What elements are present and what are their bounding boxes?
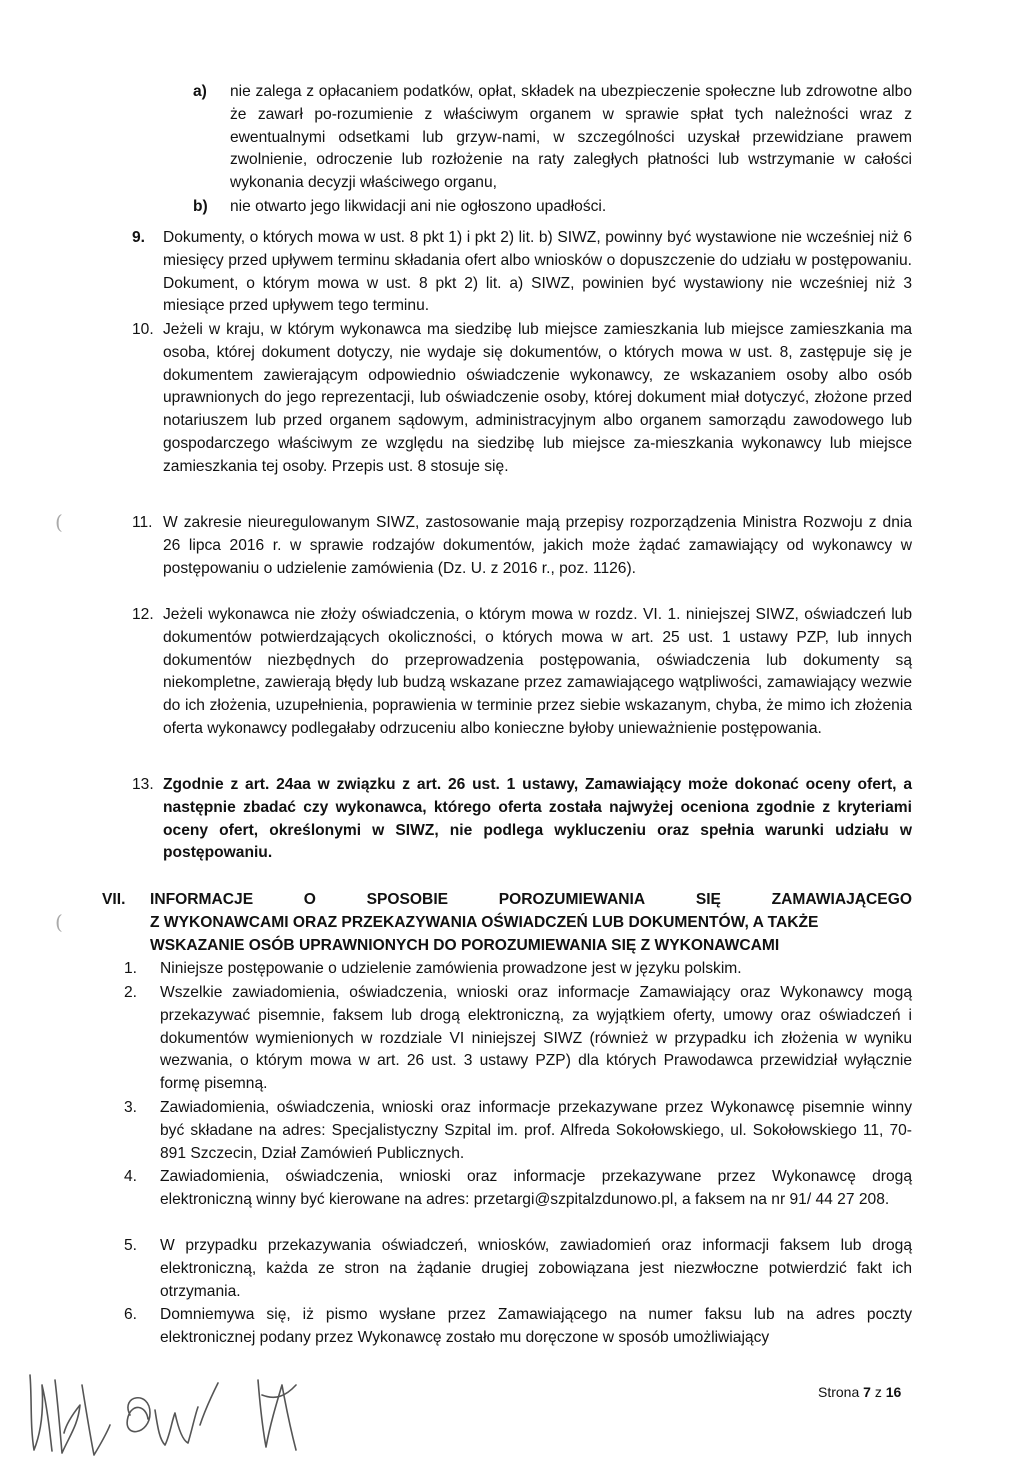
- margin-bracket-mark: (: [55, 510, 63, 534]
- item-11-number: 11.: [132, 514, 153, 531]
- vii-item-6-text: Domniemywa się, iż pismo wysłane przez Zamawiającego na numer faksu lub na adres poczty elektronicznej podany przez Wykonawcę zostało mu doręczone w sposób umożliwiający: [160, 1306, 912, 1346]
- vii-item-2-number: 2.: [124, 984, 138, 1001]
- sub-item-a-text: nie zalega z opłacaniem podatków, opłat, składek na ubezpieczenie społeczne lub zdrowotne albo że zawarł po-rozumienie z właściwym organem w sprawie spłat tych należności wraz z ewentualnymi odsetkami lub grzyw-nami, w szczególności uzyskał przewidziane prawem zwolnienie, odroczenie lub rozłożenie na raty zaległych płatności lub wstrzymanie w całości wykonania decyzji właściwego organu,: [230, 83, 912, 192]
- vii-item-4-text: Zawiadomienia, oświadczenia, wnioski oraz informacje przekazywane przez Wykonawcę drogą elektroniczną winny być kierowane na adres: przetargi@szpitalzdunowo.pl, a faksem na nr 91/ 44 27 208.: [160, 1168, 912, 1208]
- section-vii-number: VII.: [102, 891, 126, 908]
- heading-word: POROZUMIEWANIA: [498, 891, 646, 908]
- item-13-text: Zgodnie z art. 24aa w związku z art. 26 ust. 1 ustawy, Zamawiający może dokonać oceny ofert, a następnie zbadać czy wykonawca, którego oferta została najwyżej oceniona zgodnie z kryteriami oceny ofert, określonymi w SIWZ, nie podlega wykluczeniu oraz spełnia warunki udziału w postępowaniu.: [163, 776, 912, 862]
- handwritten-initials-signature: [0, 1355, 420, 1463]
- item-13-number: 13.: [132, 776, 154, 793]
- vii-item-1-number: 1.: [124, 960, 138, 977]
- item-12-text: Jeżeli wykonawca nie złoży oświadczenia, o którym mowa w rozdz. VI. 1. niniejszej SIWZ, oświadczeń lub dokumentów potwierdzających okoliczności, o których mowa w art. 25 ust. 1 ustawy PZP, lub innych dokumentów niezbędnych do przeprowadzenia postępowania, oświadczenia lub dokumenty są niekompletne, zawierają błędy lub budzą wskazane przez zamawiającego wątpliwości, zamawiający wezwie do ich złożenia, uzupełnienia, poprawienia w terminie przez siebie wskazanym, chyba, że mimo ich złożenia oferta wykonawcy podlegałaby odrzuceniu albo konieczne byłoby unieważnienie postępowania.: [163, 606, 912, 737]
- item-10-text: Jeżeli w kraju, w którym wykonawca ma siedzibę lub miejsce zamieszkania lub miejsce zamieszkania ma osoba, której dokument dotyczy, nie wydaje się dokumentów, o których mowa w ust. 8, zastępuje się je dokumentem zawierającym odpowiednio oświadczenie wykonawcy, ze wskazaniem osoby albo osób uprawnionych do jego reprezentacji, lub oświadczenie osoby, której dokument miał dotyczyć, złożone przed notariuszem lub przed organem sądowym, administracyjnym albo organem samorządu zawodowego lub gospodarczego właściwym ze względu na siedzibę lub miejsce za-mieszkania wykonawcy lub miejsce zamieszkania tej osoby. Przepis ust. 8 stosuje się.: [163, 321, 912, 475]
- sub-item-a-marker: a): [193, 83, 207, 100]
- page-number-prefix: Strona: [818, 1384, 860, 1400]
- item-9-number: 9.: [132, 229, 146, 246]
- section-vii-heading-line-1: [150, 889, 912, 912]
- item-9-text: Dokumenty, o których mowa w ust. 8 pkt 1) i pkt 2) lit. b) SIWZ, powinny być wystawione nie wcześniej niż 6 miesięcy przed upływem terminu składania ofert albo wniosków o dopuszczenie do udziału w postępowaniu. Dokument, o którym mowa w ust. 8 pkt 2) lit. a) SIWZ, powinien być wystawiony nie wcześniej niż 3 miesiące przed upływem tego terminu.: [163, 229, 912, 315]
- vii-item-3-number: 3.: [124, 1099, 138, 1116]
- vii-item-4-number: 4.: [124, 1168, 138, 1185]
- page-number-current: 7: [863, 1384, 871, 1400]
- section-vii-heading: [150, 889, 912, 957]
- heading-word: ZAMAWIAJĄCEGO: [771, 891, 912, 908]
- item-12-number: 12.: [132, 606, 154, 623]
- page-number-total: 16: [885, 1384, 902, 1400]
- page-number-separator: z: [874, 1384, 882, 1400]
- vii-item-3-text: Zawiadomienia, oświadczenia, wnioski oraz informacje przekazywane przez Wykonawcę pisemnie winny być składane na adres: Specjalistyczny Szpital im. prof. Alfreda Sokołowskiego, ul. Sokołowskiego 11, 70-891 Szczecin, Dział Zamówień Publicznych.: [160, 1099, 912, 1162]
- vii-item-6-number: 6.: [124, 1306, 138, 1323]
- margin-bracket-mark: (: [55, 910, 63, 934]
- heading-word: INFORMACJE: [150, 891, 254, 908]
- vii-item-5-number: 5.: [124, 1237, 138, 1254]
- sub-item-b-marker: b): [193, 198, 208, 215]
- vii-item-1-text: Niniejsze postępowanie o udzielenie zamówienia prowadzone jest w języku polskim.: [160, 960, 742, 977]
- item-11-text: W zakresie nieuregulowanym SIWZ, zastosowanie mają przepisy rozporządzenia Ministra Rozwoju z dnia 26 lipca 2016 r. w sprawie rodzajów dokumentów, jakich może żądać zamawiający od wykonawcy w postępowaniu o udzielenie zamówienia (Dz. U. z 2016 r., poz. 1126).: [163, 514, 912, 577]
- vii-item-5-text: W przypadku przekazywania oświadczeń, wniosków, zawiadomień oraz informacji faksem lub drogą elektroniczną, każda ze stron na żądanie drugiej zobowiązana jest niezwłoczne potwierdzić fakt ich otrzymania.: [160, 1237, 912, 1300]
- vii-item-2-text: Wszelkie zawiadomienia, oświadczenia, wnioski oraz informacje Zamawiający oraz Wykonawcy mogą przekazywać pisemnie, faksem lub drogą elektroniczną, za wyjątkiem oferty, umowy oraz oświadczeń i dokumentów wymienionych w rozdziale VI niniejszej SIWZ (również w przypadku ich złożenia w wyniku wezwania, o którym mowa w art. 26 ust. 3 ustawy PZP) dla których Prawodawca przewidział wyłącznie formę pisemną.: [160, 984, 912, 1093]
- heading-word: O: [303, 891, 316, 908]
- sub-item-b-text: nie otwarto jego likwidacji ani nie ogłoszono upadłości.: [230, 198, 607, 215]
- section-vii-heading-line-3: WSKAZANIE OSÓB UPRAWNIONYCH DO POROZUMIEWANIA SIĘ Z WYKONAWCAMI: [150, 936, 780, 954]
- heading-word: SPOSOBIE: [366, 891, 449, 908]
- page-number: [818, 1384, 901, 1400]
- item-10-number: 10.: [132, 321, 154, 338]
- heading-word: SIĘ: [695, 891, 721, 908]
- section-vii-heading-line-2: Z WYKONAWCAMI ORAZ PRZEKAZYWANIA OŚWIADCZEŃ LUB DOKUMENTÓW, A TAKŻE: [150, 913, 819, 931]
